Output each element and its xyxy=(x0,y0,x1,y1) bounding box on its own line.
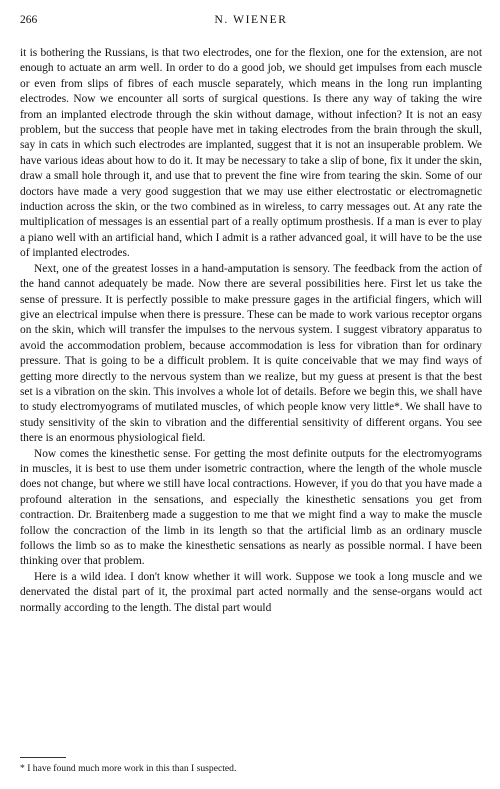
paragraph: it is bothering the Russians, is that two electrodes, one for the flexion, one for the extension, are not enough to actuate an arm well. In order to do a good job, we should get impulses from each muscle or even from slips of fibres of each muscle separately, which means in the long run implanting electrodes. Now we encounter all sorts of surgical questions. Is there any way of taking the wire from an implanted electrode through the skin without damage, without infection? It is not an easy problem, but the success that people have met in taking electrodes from the brain through the skull, say in cats in which such electrodes are implanted, suggest that it is not an insuperable problem. We have various ideas about how to do it. It may be necessary to take a slip of bone, fix it under the skin, draw a small hole through it, and use that to prevent the fine wire from tearing the skin. Some of our doctors have made a very good suggestion that we may use either electrostatic or electromagnetic induction across the skin, or the two combined as in wireless, to carry messages out. At any rate the multiplication of messages is an essential part of a really optimum prosthesis. If a man is ever to play a piano well with an artificial hand, which I admit is a rather advanced goal, it will have to be the use of implanted electrodes. xyxy=(20,47,482,260)
page-number: 266 xyxy=(20,14,38,26)
running-head xyxy=(20,14,482,32)
footnote: * I have found much more work in this than I suspected. xyxy=(20,763,237,774)
paragraph: Next, one of the greatest losses in a hand-amputation is sensory. The feedback from the action of the hand cannot adequately be made. Now there are several possibilities here. First let us take the sense of pressure. It is perfectly possible to make pressure gages in the artificial fingers, which will give an electrical impulse when there is pressure. These can be made to work various receptor organs on the skin, which will transfer the impulses to the nervous system. I suggest vibratory apparatus to avoid the accommodation problem, because accommodation is less for vibration than for ordinary pressure. That is going to be a difficult problem. It is quite conceivable that we may find ways of getting more directly to the nervous system than we realize, but my guess at present is that the best set is a vibration on the skin. This involves a whole lot of details. Before we begin this, we shall have to study electromyograms of mutilated muscles, of which people know very little*. We shall have to study sensitivity of the skin to vibration and the differential sensitivity of different organs. You see there is an enormous physiological field. xyxy=(20,262,482,445)
footnote-rule xyxy=(20,757,66,758)
running-title: N. WIENER xyxy=(214,14,288,26)
paragraph: Here is a wild idea. I don't know whether it will work. Suppose we took a long muscle and we denervated the distal part of it, the proximal part acted normally and the sense-organs would act normally according to the length. The distal part would xyxy=(20,570,482,614)
page xyxy=(20,14,482,616)
body-text xyxy=(20,46,482,616)
paragraph: Now comes the kinesthetic sense. For getting the most definite outputs for the electromyograms in muscles, it is best to use them under isometric contraction, where the length of the whole muscle does not change, but where we still have local contractions. However, if you do that you have made a profound alteration in the sensations, and especially the kinesthetic sensations you get from contraction. Dr. Braitenberg made a suggestion to me that we might find a way to make the muscle follow the concraction of the limb in its length so that the artificial limb as an ordinary muscle follows the limb so as to make the kinesthetic sensations as nearly as possible normal. I have been thinking over that problem. xyxy=(20,447,482,568)
